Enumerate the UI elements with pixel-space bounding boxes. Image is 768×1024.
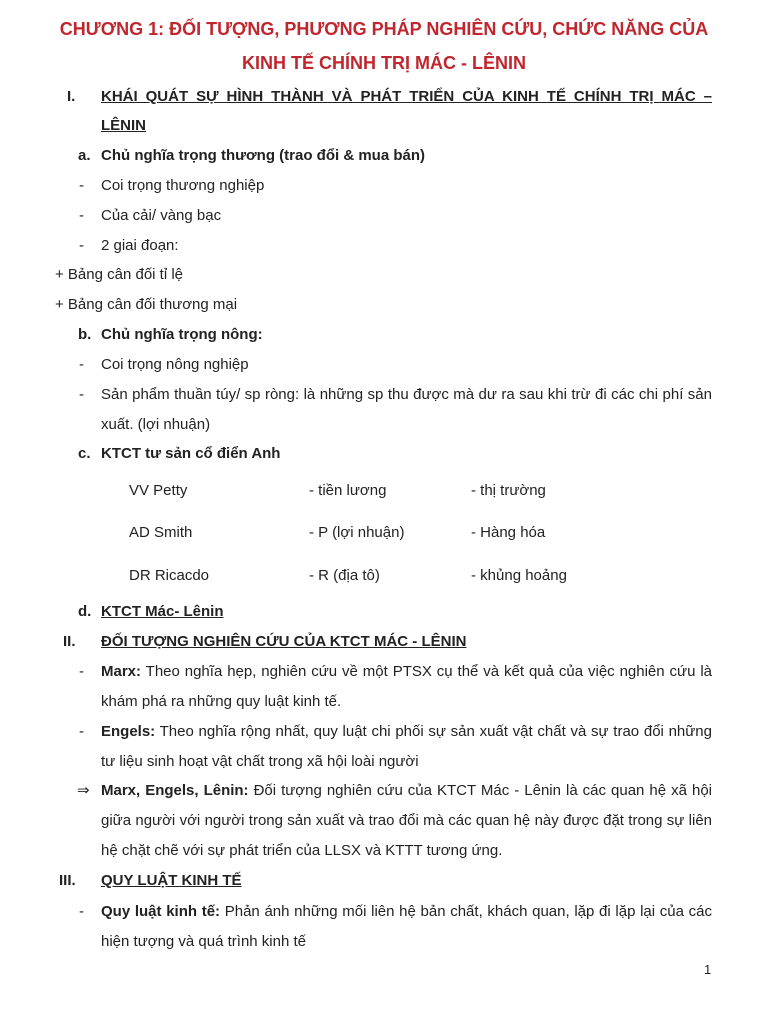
engels-label: Engels: xyxy=(101,723,156,740)
economist-concept: - R (địa tô) xyxy=(309,567,380,584)
subsection-a-title: Chủ nghĩa trọng thương (trao đổi & mua bán) xyxy=(101,147,425,164)
subsection-a-label: a. xyxy=(78,147,91,164)
economist-name: AD Smith xyxy=(129,524,193,541)
bullet-dash: - xyxy=(79,207,84,224)
bullet-dash: - xyxy=(79,723,84,740)
economist-concept: - thị trường xyxy=(471,482,546,499)
subsection-c-label: c. xyxy=(78,445,91,462)
list-item: 2 giai đoạn: xyxy=(101,237,179,254)
law-text: Phản ánh những mối liên hệ bản chất, khách quan, lặp đi lặp lại của các hiện tượng và quá trình kinh tế xyxy=(101,903,712,950)
marx-paragraph xyxy=(101,657,712,717)
subsection-d-label: d. xyxy=(78,603,92,620)
section-1-heading-line-2: LÊNIN xyxy=(101,117,146,134)
law-paragraph xyxy=(101,897,712,957)
sub-list-item: + Bảng cân đối thương mại xyxy=(55,296,238,313)
subsection-b-label: b. xyxy=(78,326,92,343)
engels-text: Theo nghĩa rộng nhất, quy luật chi phối sự sản xuất vật chất và sự trao đổi những tư liệu sinh hoạt vật chất trong xã hội loài người xyxy=(101,723,712,770)
section-2-heading: ĐỐI TƯỢNG NGHIÊN CỨU CỦA KTCT MÁC - LÊNIN xyxy=(101,633,467,650)
list-paragraph: Sản phẩm thuần túy/ sp ròng: là những sp thu được mà dư ra sau khi trừ đi các chi phí sản xuất. (lợi nhuận) xyxy=(101,386,712,433)
sub-list-item: + Bảng cân đối tỉ lệ xyxy=(55,266,184,283)
section-1-number: I. xyxy=(67,88,76,105)
section-3-number: III. xyxy=(59,872,76,889)
section-2-number: II. xyxy=(63,633,76,650)
economist-name: DR Ricacdo xyxy=(129,567,210,584)
bullet-dash: - xyxy=(79,663,84,680)
marx-label: Marx: xyxy=(101,663,142,680)
chapter-title-line-2: KINH TẾ CHÍNH TRỊ MÁC - LÊNIN xyxy=(242,53,526,73)
subsection-d-title: KTCT Mác- Lênin xyxy=(101,603,224,620)
law-label: Quy luật kinh tế: xyxy=(101,903,221,920)
section-3-heading: QUY LUẬT KINH TẾ xyxy=(101,872,242,889)
economist-concept: - P (lợi nhuận) xyxy=(309,524,405,541)
list-item: Của cải/ vàng bạc xyxy=(101,207,222,224)
economist-name: VV Petty xyxy=(129,482,188,499)
marx-text: Theo nghĩa hẹp, nghiên cứu về một PTSX cụ thể và kết quả của việc nghiên cứu là khám phá ra những quy luật kinh tế. xyxy=(101,663,712,710)
conclusion-text: Đối tượng nghiên cứu của KTCT Mác - Lênin là các quan hệ xã hội giữa người với người trong sản xuất và trao đổi mà các quan hệ này được đặt trong sự liên hệ chặt chẽ với sự phát triển của LLSX và KTTT tương ứng. xyxy=(101,782,712,859)
page-number: 1 xyxy=(704,962,712,977)
economist-concept: - khủng hoảng xyxy=(471,567,567,584)
implies-arrow-icon: ⇒ xyxy=(77,782,90,799)
bullet-dash: - xyxy=(79,356,84,373)
conclusion-label: Marx, Engels, Lênin: xyxy=(101,782,249,799)
subsection-b-title: Chủ nghĩa trọng nông: xyxy=(101,326,263,343)
conclusion-paragraph xyxy=(101,776,712,866)
subsection-c-title: KTCT tư sản cổ điển Anh xyxy=(101,445,281,462)
engels-paragraph xyxy=(101,717,712,777)
list-item: Coi trọng thương nghiệp xyxy=(101,177,265,194)
list-item: Coi trọng nông nghiệp xyxy=(101,356,249,373)
section-1-heading-line-1: KHÁI QUÁT SỰ HÌNH THÀNH VÀ PHÁT TRIỂN CỦA KINH TẾ CHÍNH TRỊ MÁC – xyxy=(101,88,712,105)
bullet-dash: - xyxy=(79,386,84,403)
bullet-dash: - xyxy=(79,237,84,254)
chapter-title-line-1: CHƯƠNG 1: ĐỐI TƯỢNG, PHƯƠNG PHÁP NGHIÊN CỨU, CHỨC NĂNG CỦA xyxy=(59,19,709,39)
economist-concept: - Hàng hóa xyxy=(471,524,546,541)
bullet-dash: - xyxy=(79,177,84,194)
bullet-dash: - xyxy=(79,903,84,920)
economist-concept: - tiền lương xyxy=(309,482,387,499)
